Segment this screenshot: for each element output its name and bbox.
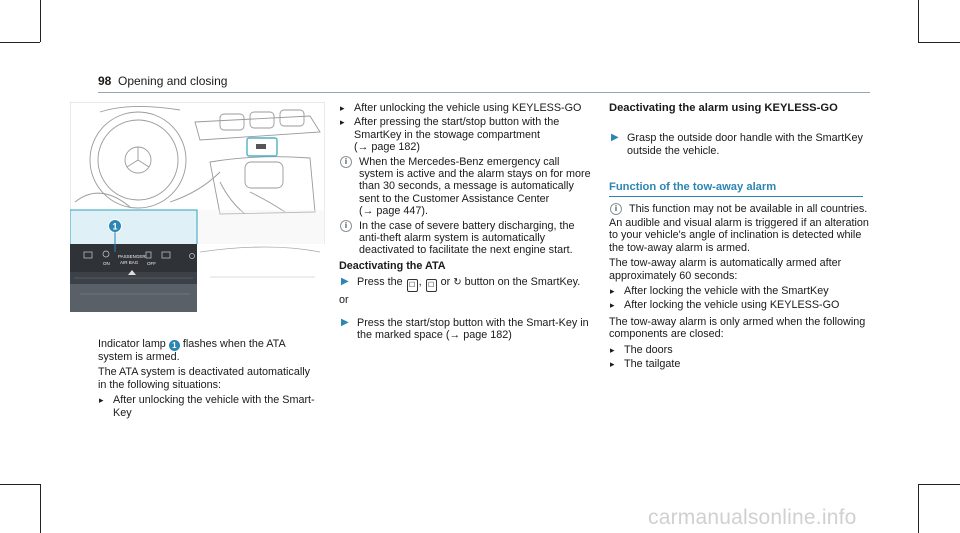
- crop-mark: [40, 0, 41, 42]
- bullet-item: ▸ After unlocking the vehicle using KEYLESS-GO: [339, 102, 593, 114]
- section-rule: [609, 196, 863, 197]
- action-arrow-icon: ▶: [341, 316, 349, 328]
- action-arrow-icon: ▶: [341, 276, 349, 288]
- bullet-item: ▸ After locking the vehicle with the SmartKey: [609, 285, 871, 297]
- panel-label-passenger: PASSENGER: [118, 254, 146, 259]
- callout-badge: 1: [169, 340, 180, 351]
- unlock-key-icon: ☐: [426, 279, 437, 292]
- crop-mark: [918, 484, 960, 485]
- vehicle-interior-figure: [70, 102, 325, 312]
- action-step: [609, 132, 871, 157]
- subheading: Deactivating the ATA: [339, 259, 446, 272]
- crop-mark: [0, 484, 40, 485]
- lock-key-icon: ☐: [407, 279, 418, 292]
- text: Indicator lamp: [98, 338, 166, 350]
- bullet-item: ▸ After locking the vehicle using KEYLESS-GO: [609, 299, 871, 311]
- column-1: [98, 338, 320, 421]
- action-arrow-icon: ▶: [611, 132, 619, 144]
- column-3: [609, 102, 871, 373]
- text: When the Mercedes-Benz emergency call system is active and the alarm stays on for more than 30 seconds, a message is automatically sent to the Customer Assistance Center: [359, 155, 591, 205]
- panel-label-on: ON: [103, 261, 110, 266]
- figure-callout: 1: [112, 221, 118, 232]
- info-note: [339, 220, 593, 257]
- header-rule: [98, 92, 870, 93]
- bullet-item: ▸ The tailgate: [609, 358, 871, 370]
- text: Press the: [357, 276, 403, 289]
- text: Press the start/stop button with the Smart-Key in the marked space: [357, 316, 589, 342]
- text: After pressing the start/stop button with the SmartKey in the stowage compartment: [354, 116, 560, 141]
- text: button on the SmartKey.: [464, 276, 581, 289]
- crop-mark: [918, 42, 960, 43]
- bullet-item: ▸ The doors: [609, 344, 871, 356]
- paragraph: [98, 338, 320, 363]
- text: or: [440, 276, 451, 289]
- text: In the case of severe battery discharging, the anti-theft alarm system is automatically deactivated to facilitate the next engine start.: [359, 219, 575, 257]
- paragraph: An audible and visual alarm is triggered if an alteration to your vehicle's angle of inclination is detected while the tow-away alarm is armed.: [609, 217, 869, 254]
- paragraph: The tow-away alarm is only armed when the following components are closed:: [609, 315, 866, 341]
- page-reference-link[interactable]: (→ page 182): [445, 329, 512, 342]
- column-2: [339, 102, 593, 344]
- action-step: ▶ Press the ☐ , ☐ or ↻ button on the SmartKey.: [339, 276, 593, 292]
- crop-mark: [0, 42, 40, 43]
- panel-label-airbag: AIR BAG: [120, 260, 139, 265]
- bullet-item: ▸ After unlocking the vehicle with the Smart-Key: [98, 394, 320, 419]
- text: flashes when the ATA system is armed.: [98, 338, 286, 363]
- info-icon: i: [340, 220, 352, 232]
- info-icon: i: [340, 156, 352, 168]
- section-heading: Deactivating the alarm using KEYLESS-GO: [609, 102, 838, 114]
- page-reference-link[interactable]: (→ page 447).: [359, 205, 429, 218]
- action-step: [339, 317, 593, 342]
- page-number: 98: [98, 74, 112, 88]
- paragraph: The ATA system is deactivated automatically in the following situations:: [98, 366, 311, 391]
- page-header-title: Opening and closing: [118, 74, 228, 88]
- panel-label-off: OFF: [147, 261, 156, 266]
- page-reference-link[interactable]: (→ page 182): [354, 141, 421, 154]
- interior-illustration: [70, 102, 325, 312]
- bullet-item: [339, 116, 593, 153]
- crop-mark: [918, 0, 919, 42]
- paragraph: The tow-away alarm is automatically armed after approximately 60 seconds:: [609, 257, 842, 282]
- crop-mark: [918, 484, 919, 533]
- crop-mark: [40, 484, 41, 533]
- or-label: or: [339, 294, 349, 307]
- text: This function may not be available in all countries.: [629, 202, 868, 215]
- watermark: carmanualsonline.info: [648, 506, 857, 529]
- text: Grasp the outside door handle with the SmartKey outside the vehicle.: [627, 132, 863, 157]
- section-title: Function of the tow-away alarm: [609, 181, 777, 194]
- info-note: [609, 203, 871, 215]
- info-note: [339, 156, 593, 218]
- trunk-key-icon: ↻: [453, 277, 462, 289]
- info-icon: i: [610, 203, 622, 215]
